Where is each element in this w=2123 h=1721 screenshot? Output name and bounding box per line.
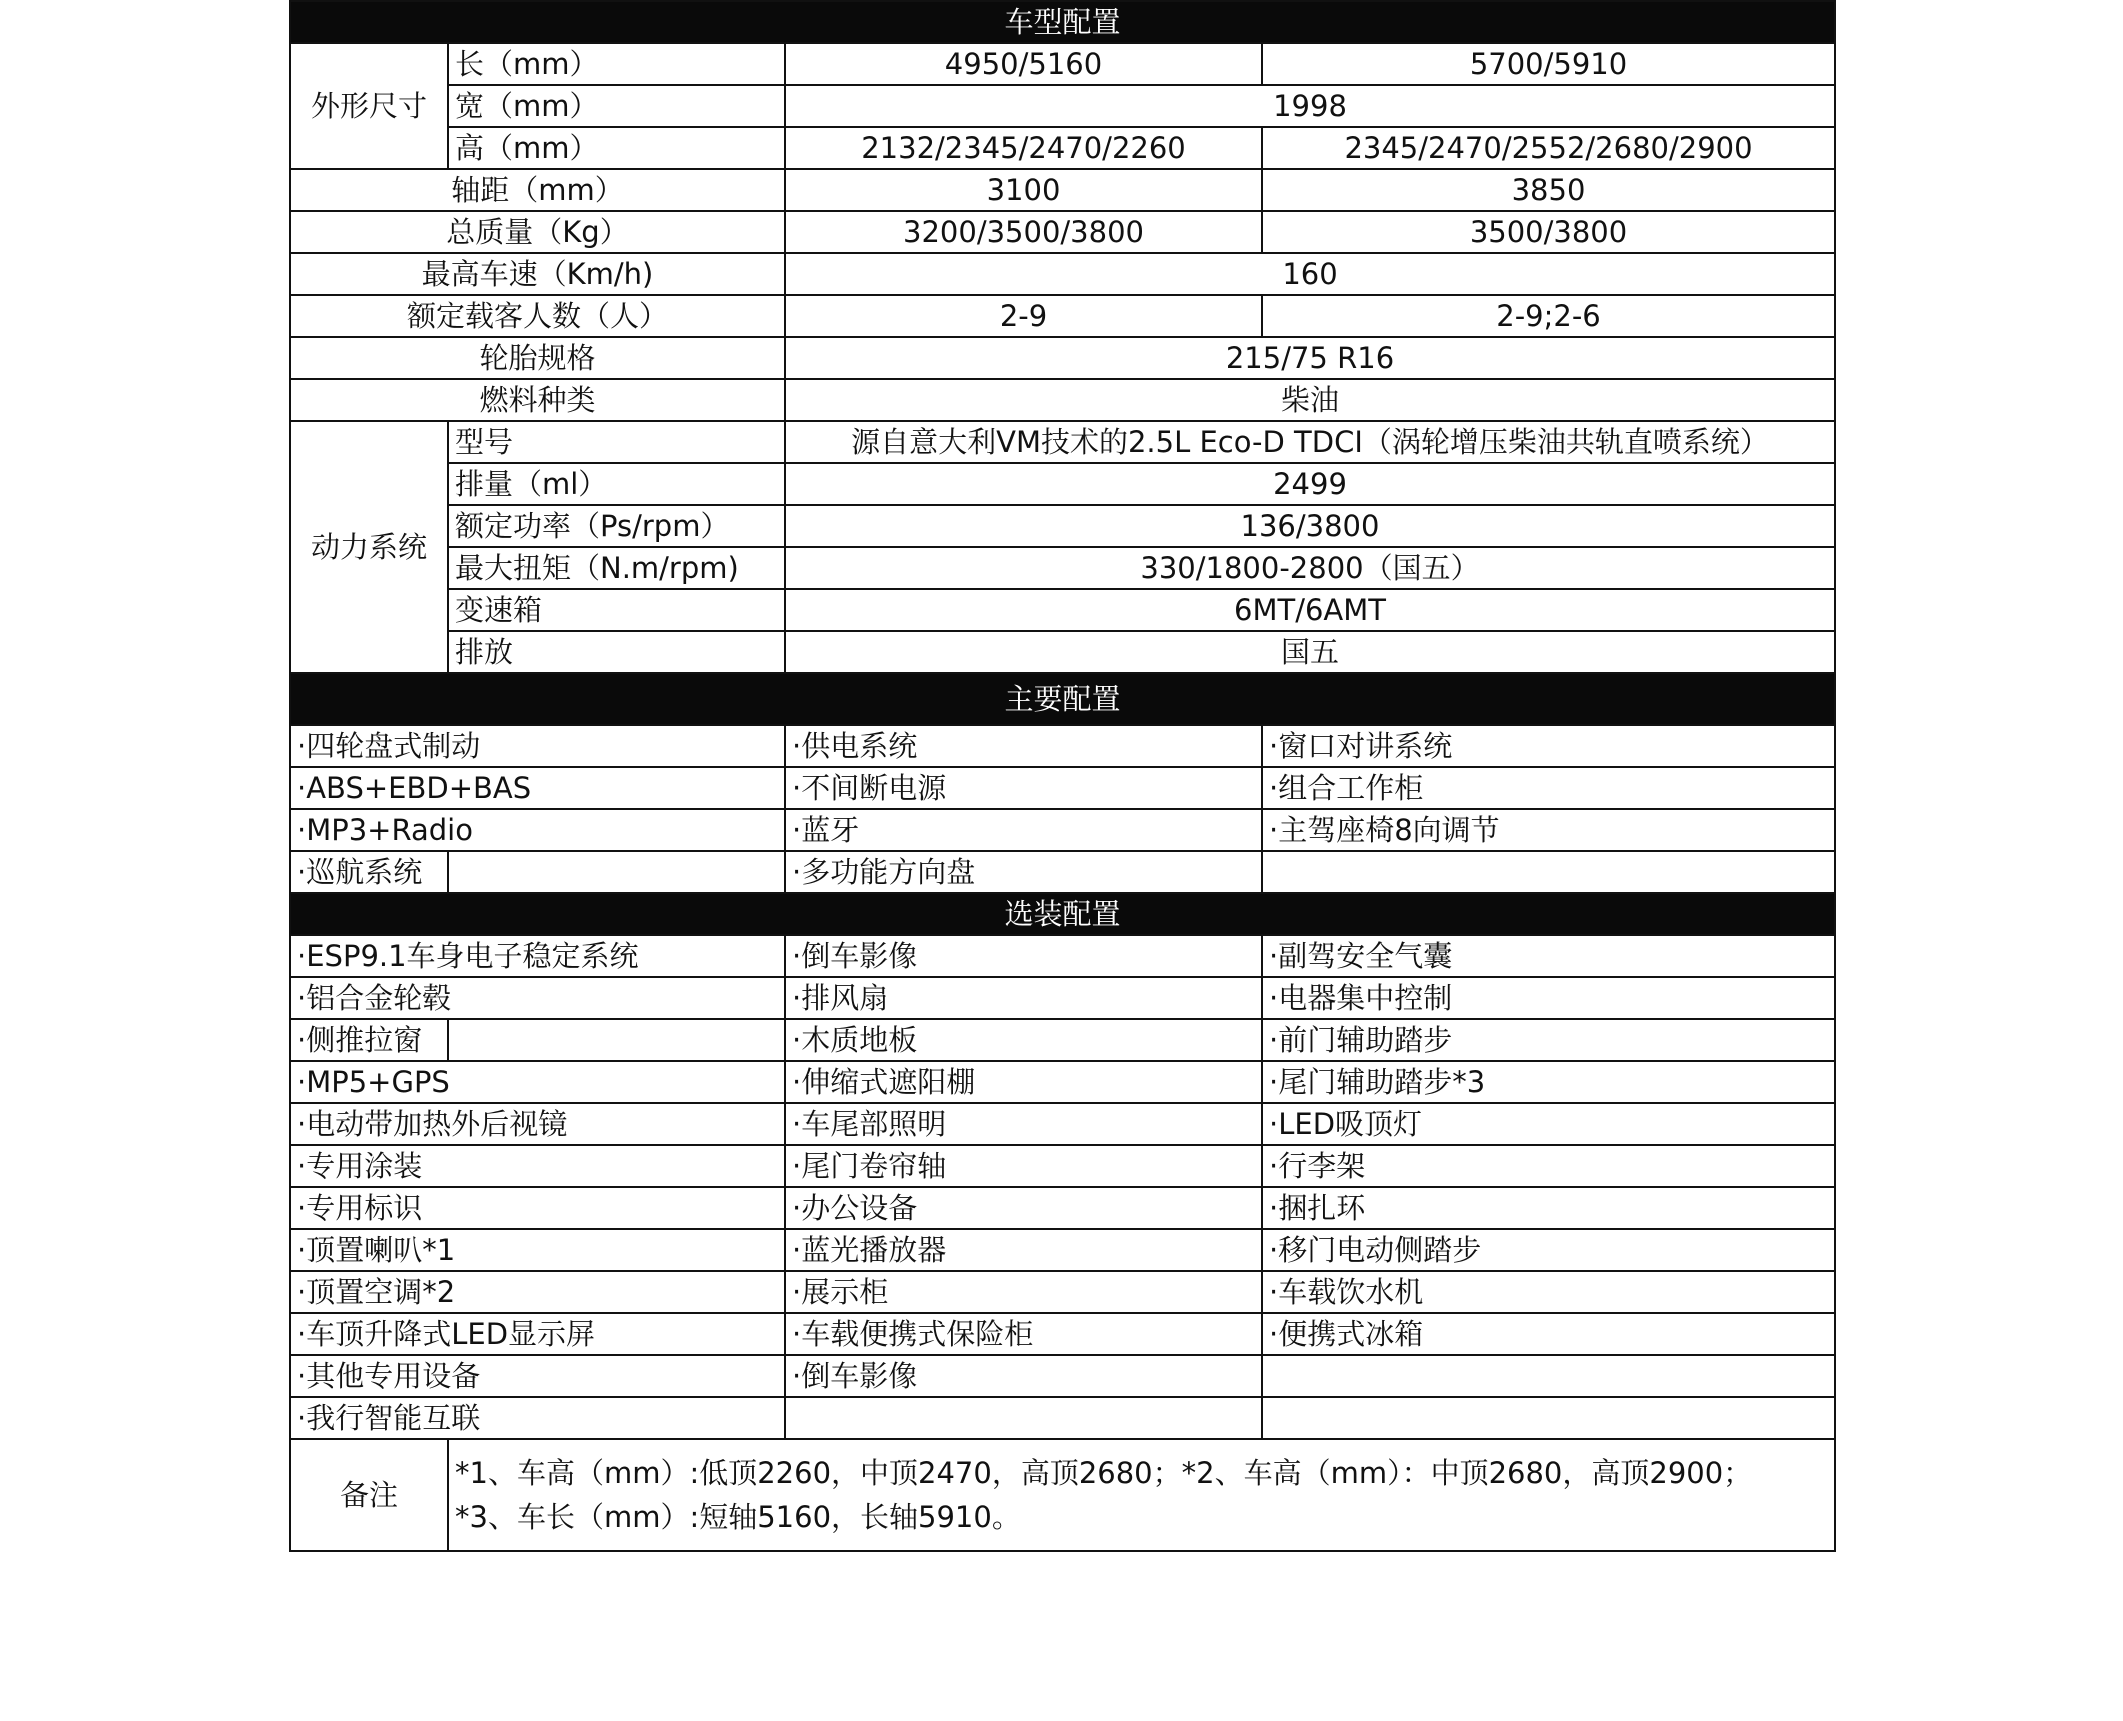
feature-cell [448,851,785,893]
feature-cell: ·我行智能互联 [290,1397,785,1439]
option-header-row [290,893,1835,935]
value-cell: 3850 [1262,169,1835,211]
value-cell: 柴油 [785,379,1835,421]
row-label: 宽（mm） [448,85,785,127]
table-row [290,211,1835,253]
row-label: 总质量（Kg） [290,211,785,253]
value-cell: 3100 [785,169,1262,211]
table-row [290,379,1835,421]
table-row [290,43,1835,85]
feature-cell: ·LED吸顶灯 [1262,1103,1835,1145]
feature-cell: ·副驾安全气囊 [1262,935,1835,977]
value-cell: 6MT/6AMT [785,589,1835,631]
feature-cell: ·移门电动侧踏步 [1262,1229,1835,1271]
main-header-row [290,673,1835,725]
table-row [290,1061,1835,1103]
feature-cell: ·车顶升降式LED显示屏 [290,1313,785,1355]
row-label: 燃料种类 [290,379,785,421]
row-label: 型号 [448,421,785,463]
row-label: 最大扭矩（N.m/rpm) [448,547,785,589]
table-row [290,851,1835,893]
table-row [290,1229,1835,1271]
table-row [290,169,1835,211]
value-cell: 136/3800 [785,505,1835,547]
feature-cell: ·组合工作柜 [1262,767,1835,809]
feature-cell: ·展示柜 [785,1271,1262,1313]
feature-cell: ·ESP9.1车身电子稳定系统 [290,935,785,977]
feature-cell: ·行李架 [1262,1145,1835,1187]
remarks-row [290,1439,1835,1551]
feature-cell: ·电动带加热外后视镜 [290,1103,785,1145]
remarks-text [448,1439,1835,1551]
value-cell: 2132/2345/2470/2260 [785,127,1262,169]
table-row [290,1397,1835,1439]
table-row [290,1187,1835,1229]
value-cell: 3200/3500/3800 [785,211,1262,253]
feature-cell: ·其他专用设备 [290,1355,785,1397]
feature-cell: ·不间断电源 [785,767,1262,809]
feature-cell: ·便携式冰箱 [1262,1313,1835,1355]
feature-cell: ·前门辅助踏步 [1262,1019,1835,1061]
spec-header-row [290,1,1835,43]
table-row [290,935,1835,977]
feature-cell: ·专用标识 [290,1187,785,1229]
feature-cell: ·排风扇 [785,977,1262,1019]
feature-cell [1262,1397,1835,1439]
feature-cell: ·顶置喇叭*1 [290,1229,785,1271]
feature-cell: ·办公设备 [785,1187,1262,1229]
value-cell: 2345/2470/2552/2680/2900 [1262,127,1835,169]
row-label: 高（mm） [448,127,785,169]
feature-cell: ·尾门卷帘轴 [785,1145,1262,1187]
feature-cell: ·供电系统 [785,725,1262,767]
value-cell: 5700/5910 [1262,43,1835,85]
feature-cell: ·电器集中控制 [1262,977,1835,1019]
feature-cell: ·车尾部照明 [785,1103,1262,1145]
table-row [290,1271,1835,1313]
feature-cell: ·蓝光播放器 [785,1229,1262,1271]
feature-cell: ·木质地板 [785,1019,1262,1061]
powertrain-group-label: 动力系统 [290,421,448,673]
feature-cell: ·车载便携式保险柜 [785,1313,1262,1355]
table-row [290,127,1835,169]
dimensions-group-label: 外形尺寸 [290,43,448,169]
value-cell: 4950/5160 [785,43,1262,85]
feature-cell [785,1397,1262,1439]
value-cell: 源自意大利VM技术的2.5L Eco-D TDCI（涡轮增压柴油共轨直喷系统） [785,421,1835,463]
feature-cell: ·车载饮水机 [1262,1271,1835,1313]
table-row [290,767,1835,809]
table-row [290,1313,1835,1355]
spec-table [289,0,1836,1552]
feature-cell: ·多功能方向盘 [785,851,1262,893]
value-cell: 国五 [785,631,1835,673]
row-label: 轮胎规格 [290,337,785,379]
table-row [290,977,1835,1019]
feature-cell [448,1019,785,1061]
table-row [290,1355,1835,1397]
value-cell: 215/75 R16 [785,337,1835,379]
remarks-label: 备注 [290,1439,448,1551]
table-row [290,1145,1835,1187]
value-cell: 2499 [785,463,1835,505]
feature-cell: ·四轮盘式制动 [290,725,785,767]
value-cell: 2-9 [785,295,1262,337]
value-cell: 330/1800-2800（国五） [785,547,1835,589]
feature-cell: ·巡航系统 [290,851,448,893]
feature-cell: ·倒车影像 [785,935,1262,977]
table-row [290,295,1835,337]
row-label: 轴距（mm） [290,169,785,211]
spec-sheet [289,0,1834,1552]
feature-cell: ·蓝牙 [785,809,1262,851]
table-row [290,253,1835,295]
table-row [290,631,1835,673]
remarks-line-2: *3、车长（mm）:短轴5160，长轴5910。 [455,1500,1021,1534]
table-row [290,337,1835,379]
option-header: 选装配置 [290,893,1835,935]
value-cell: 2-9;2-6 [1262,295,1835,337]
feature-cell [1262,1355,1835,1397]
table-row [290,589,1835,631]
row-label: 排放 [448,631,785,673]
row-label: 最高车速（Km/h) [290,253,785,295]
feature-cell: ·窗口对讲系统 [1262,725,1835,767]
feature-cell: ·MP5+GPS [290,1061,785,1103]
feature-cell: ·顶置空调*2 [290,1271,785,1313]
feature-cell: ·伸缩式遮阳棚 [785,1061,1262,1103]
table-row [290,505,1835,547]
row-label: 额定载客人数（人） [290,295,785,337]
table-row [290,463,1835,505]
row-label: 排量（ml） [448,463,785,505]
feature-cell: ·侧推拉窗 [290,1019,448,1061]
table-row [290,85,1835,127]
feature-cell: ·铝合金轮毂 [290,977,785,1019]
value-cell: 3500/3800 [1262,211,1835,253]
feature-cell: ·专用涂装 [290,1145,785,1187]
value-cell: 1998 [785,85,1835,127]
row-label: 长（mm） [448,43,785,85]
row-label: 额定功率（Ps/rpm） [448,505,785,547]
table-row [290,1019,1835,1061]
table-row [290,421,1835,463]
feature-cell: ·倒车影像 [785,1355,1262,1397]
feature-cell: ·尾门辅助踏步*3 [1262,1061,1835,1103]
row-label: 变速箱 [448,589,785,631]
table-row [290,547,1835,589]
remarks-line-1: *1、车高（mm）:低顶2260，中顶2470，高顶2680；*2、车高（mm）：中顶2680，高顶2900； [455,1456,1753,1490]
feature-cell: ·ABS+EBD+BAS [290,767,785,809]
feature-cell [1262,851,1835,893]
table-row [290,725,1835,767]
value-cell: 160 [785,253,1835,295]
table-row [290,809,1835,851]
feature-cell: ·MP3+Radio [290,809,785,851]
feature-cell: ·主驾座椅8向调节 [1262,809,1835,851]
feature-cell: ·捆扎环 [1262,1187,1835,1229]
table-row [290,1103,1835,1145]
main-header: 主要配置 [290,673,1835,725]
spec-header: 车型配置 [290,1,1835,43]
